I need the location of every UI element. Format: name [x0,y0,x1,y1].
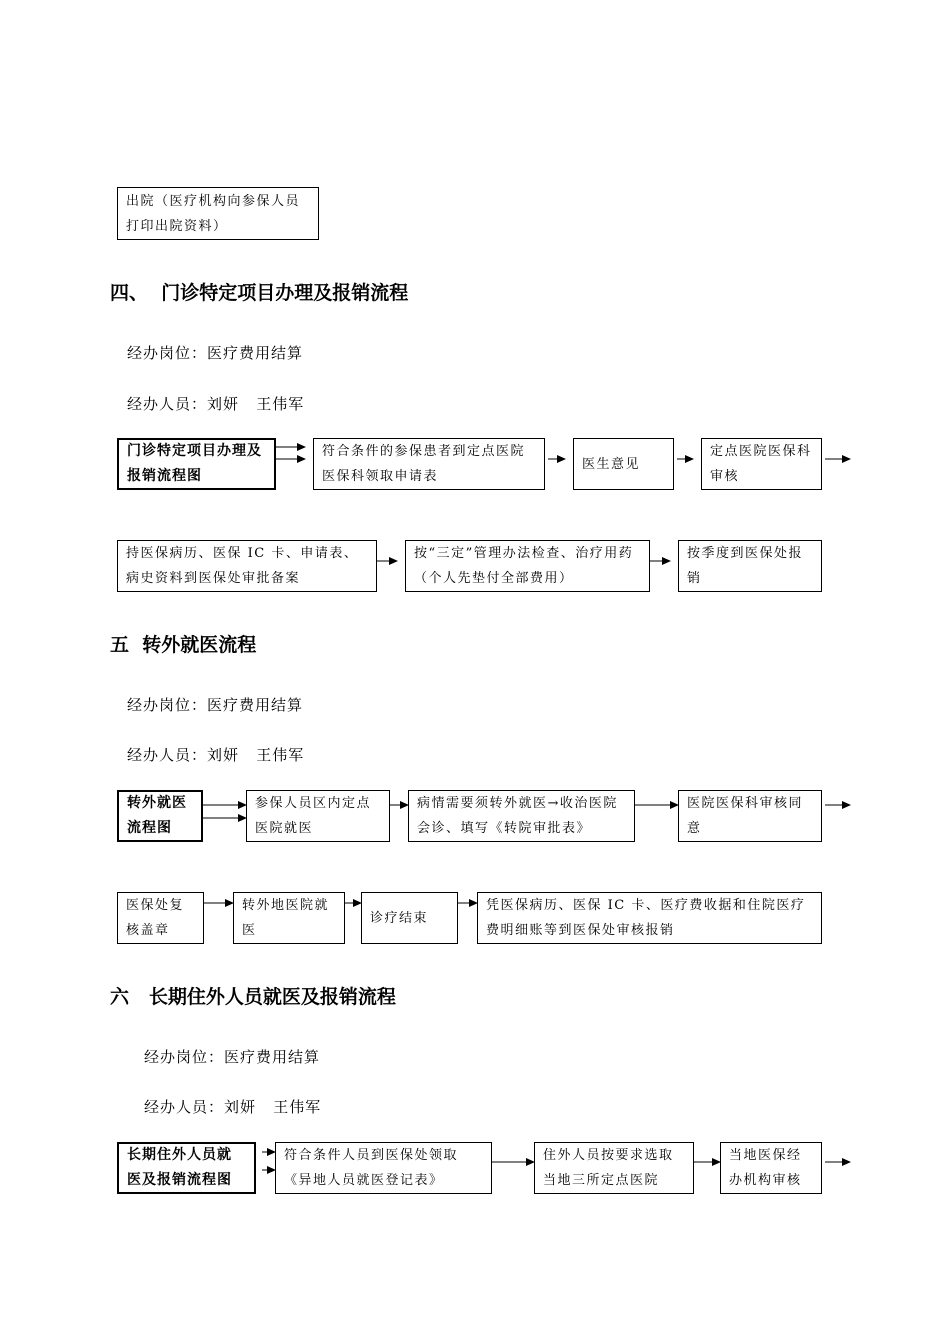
s4-step-apply-form: 符合条件的参保患者到定点医院医保科领取申请表 [313,438,545,490]
section5-post: 经办岗位：医疗费用结算 [127,696,304,714]
s6-step-local-review: 当地医保经办机构审核 [720,1142,822,1194]
section6-staff: 经办人员：刘妍 王伟军 [144,1098,322,1116]
section4-post: 经办岗位：医疗费用结算 [127,344,304,362]
s5-step-outside-hospital: 转外地医院就医 [233,892,345,944]
section5-heading: 五 转外就医流程 [110,634,257,656]
s4-step-quarterly-reimburse: 按季度到医保处报销 [678,540,822,592]
s5-step-local-hospital: 参保人员区内定点医院就医 [246,790,390,842]
s4-step-hospital-review: 定点医院医保科审核 [701,438,822,490]
s5-step-treatment-end: 诊疗结束 [361,892,458,944]
section6-post: 经办岗位：医疗费用结算 [144,1048,321,1066]
section4-staff: 经办人员：刘妍 王伟军 [127,395,305,413]
discharge-box: 出院（医疗机构向参保人员打印出院资料） [117,187,319,240]
section4-heading: 四、 门诊特定项目办理及报销流程 [110,282,409,304]
s5-step-hospital-approve: 医院医保科审核同意 [678,790,822,842]
section5-staff: 经办人员：刘妍 王伟军 [127,746,305,764]
s4-step-doctor-opinion: 医生意见 [573,438,674,490]
s6-step-choose-hospitals: 住外人员按要求选取当地三所定点医院 [534,1142,694,1194]
s5-step-recheck-stamp: 医保处复核盖章 [117,892,204,944]
s6-step-registration-form: 符合条件人员到医保处领取《异地人员就医登记表》 [275,1142,492,1194]
s6-flowchart-title-box: 长期住外人员就医及报销流程图 [117,1142,256,1194]
s5-step-transfer-consult: 病情需要须转外就医→收治医院会诊、填写《转院审批表》 [408,790,635,842]
s5-flowchart-title-box: 转外就医流程图 [117,790,203,842]
s5-step-reimburse: 凭医保病历、医保 IC 卡、医疗费收据和住院医疗费明细账等到医保处审核报销 [477,892,822,944]
s4-flowchart-title-box: 门诊特定项目办理及报销流程图 [117,438,276,490]
s4-step-treatment: 按“三定”管理办法检查、治疗用药（个人先垫付全部费用） [405,540,650,592]
s4-step-record-filing: 持医保病历、医保 IC 卡、申请表、病史资料到医保处审批备案 [117,540,377,592]
section6-heading: 六 长期住外人员就医及报销流程 [110,986,396,1008]
